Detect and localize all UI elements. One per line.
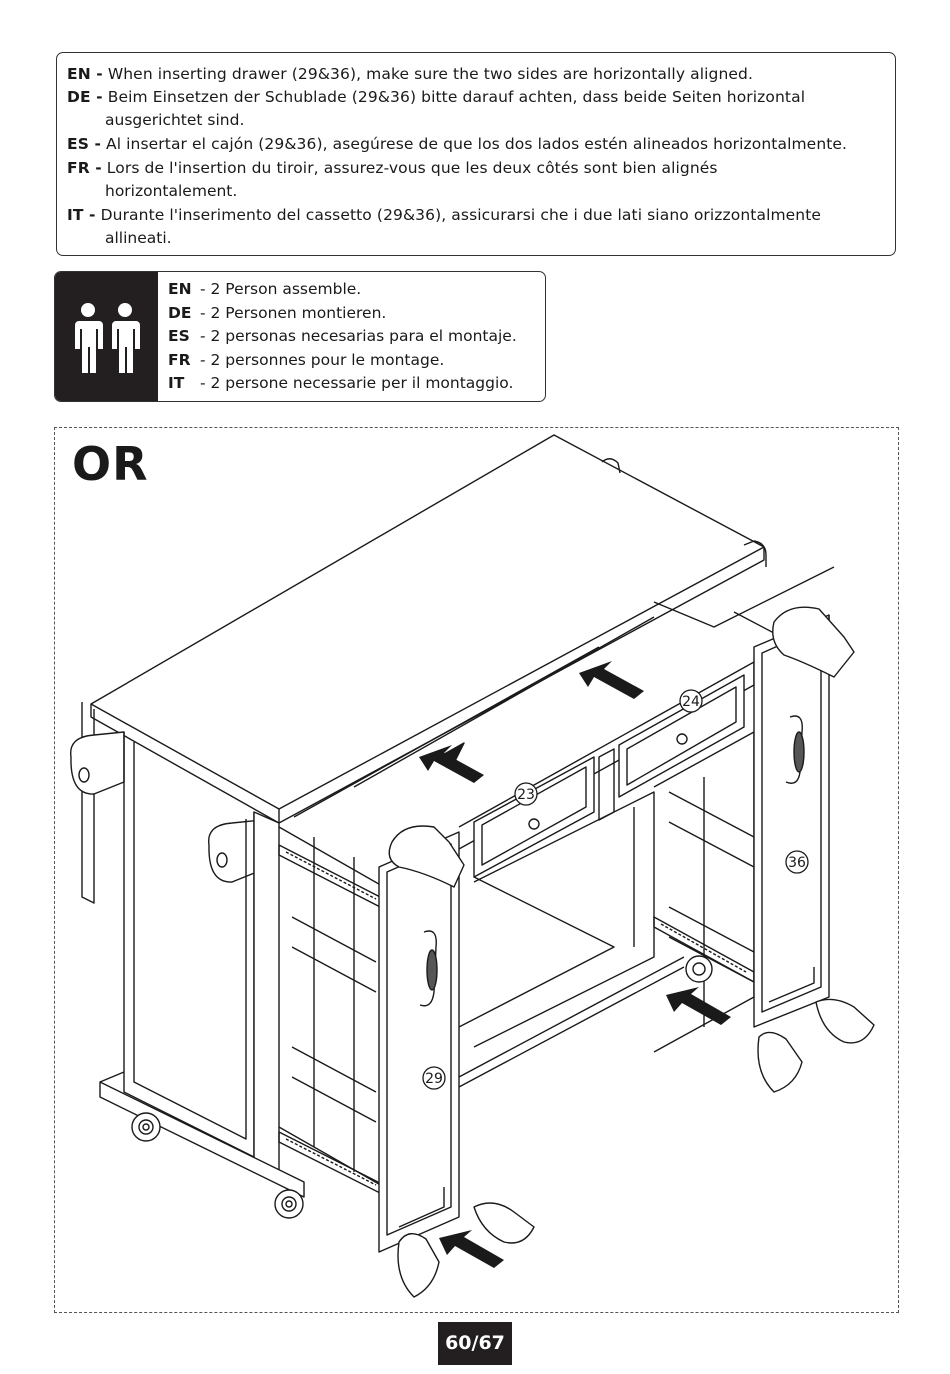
kitchen-cart-drawer-diagram — [54, 427, 899, 1313]
instruction-de-cont: ausgerichtet sind. — [105, 111, 245, 129]
instruction-it: IT - Durante l'inserimento del cassetto (29&36), assicurarsi che i due lati siano orizzontalmente — [67, 206, 822, 224]
two-persons-icon — [55, 272, 158, 402]
persons-line-en: EN - 2 Person assemble. — [168, 280, 362, 298]
or-label: OR — [72, 437, 149, 491]
instruction-fr: FR - Lors de l'insertion du tiroir, assurez-vous que les deux côtés sont bien alignés — [67, 159, 718, 177]
callout-23: 23 — [517, 787, 535, 803]
callout-29: 29 — [425, 1071, 443, 1087]
callout-24: 24 — [682, 694, 700, 710]
instruction-de: DE - Beim Einsetzen der Schublade (29&36) bitte darauf achten, dass beide Seiten horizontal — [67, 88, 806, 106]
persons-line-es: ES - 2 personas necesarias para el montaje. — [168, 327, 517, 345]
instruction-en: EN - When inserting drawer (29&36), make sure the two sides are horizontally aligned. — [67, 65, 754, 83]
instruction-fr-cont: horizontalement. — [105, 182, 238, 200]
instruction-es: ES - Al insertar el cajón (29&36), asegúrese de que los dos lados estén alineados horizontalmente. — [67, 135, 848, 153]
callouts — [423, 690, 808, 1089]
two-person-note — [54, 271, 546, 402]
instruction-box — [56, 52, 896, 256]
persons-line-fr: FR - 2 personnes pour le montage. — [168, 351, 445, 369]
persons-line-de: DE - 2 Personen montieren. — [168, 304, 387, 322]
page-number: 60/67 — [438, 1322, 512, 1365]
persons-line-it: IT - 2 persone necessarie per il montaggio. — [168, 374, 514, 392]
callout-36: 36 — [788, 855, 806, 871]
instruction-it-cont: allineati. — [105, 229, 172, 247]
